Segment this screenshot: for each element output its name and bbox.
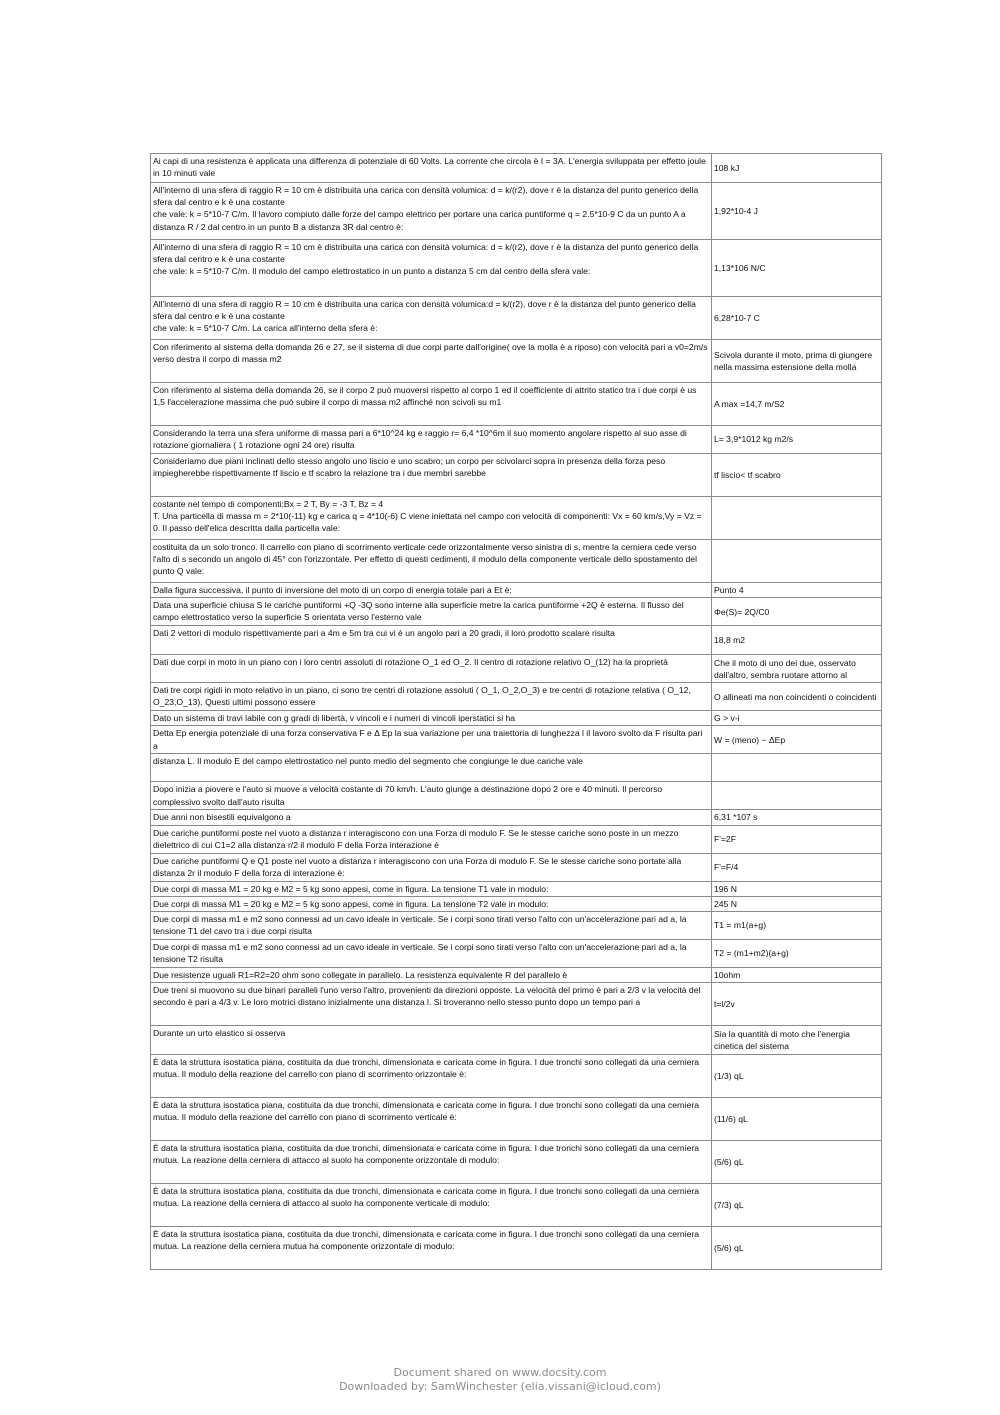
- question-text: costante nel tempo di componenti:Bx = 2 T, By = -3 T, Bz = 4: [153, 499, 384, 509]
- table-row: [151, 726, 882, 754]
- table-row: [151, 1227, 882, 1270]
- qa-table: [150, 153, 882, 1270]
- question-cell: [151, 726, 712, 754]
- question-text: Dato un sistema di travi labile con g gradi di libertà, v vincoli e i numeri di vincoli iperstatici si ha: [153, 713, 516, 724]
- table-row: [151, 540, 882, 583]
- answer-cell: F'=2F: [712, 825, 882, 853]
- question-text: distanza L. Il modulo E del campo elettrostatico nel punto medio del segmento che congiunge le due cariche vale: [153, 756, 583, 767]
- table-row: [151, 711, 882, 726]
- question-cell: [151, 626, 712, 655]
- question-text: Due corpi di massa M1 = 20 kg e M2 = 5 kg sono appesi, come in figura. La tensione T1 vale in modulo:: [153, 883, 549, 894]
- question-text: Considerando la terra una sfera uniforme di massa pari a 6*10^24 kg e raggio r= 6,4 *10^6m il suo momento angolare rispetto al suo asse di rotazione giornaliera ( 1 rotazione ogni 24 ore) risulta: [153, 428, 687, 451]
- question-cell: [151, 940, 712, 968]
- answer-cell: G > v-i: [712, 711, 882, 726]
- question-text: che vale: k = 5*10-7 C/m. Il lavoro compiuto dalle forze del campo elettrico per portare una carica puntiforme q = 2.5*10-9 C da un punto A a distanza R / 2 dal centro in un punto B a distanza 3R dal centro è:: [153, 209, 686, 232]
- question-cell: [151, 497, 712, 540]
- table-row: [151, 383, 882, 426]
- table-row: [151, 154, 882, 183]
- question-text: All'interno di una sfera di raggio R = 10 cm è distribuita una carica con densità volumica: d = k/(r2), dove r è la distanza del punto generico della sfera dal centro e k è una costante: [153, 242, 699, 265]
- table-row: [151, 1026, 882, 1055]
- question-text: Consideriamo due piani inclinati dello stesso angolo uno liscio e uno scabro; un corpo per scivolarci sopra in presenza della forza peso impiegherebbe rispettivamente tf liscio e tf scabro la relazione tra i due membri sarebbe: [153, 456, 666, 479]
- question-cell: [151, 810, 712, 825]
- question-text: Detta Ep energia potenziale di una forza conservativa F e Δ Ep la sua variazione per una traiettoria di lunghezza l il lavoro svolto da F risulta pari a: [153, 728, 703, 751]
- question-cell: [151, 340, 712, 383]
- answer-cell: 18,8 m2: [712, 626, 882, 655]
- question-text: Dopo inizia a piovere e l'auto si muove a velocità costante di 70 km/h. L'auto giunge a destinazione dopo 2 ore e 40 minuti. Il percorso complessivo svolto dall'auto risulta: [153, 784, 663, 807]
- answer-cell: (1/3) qL: [712, 1055, 882, 1098]
- question-cell: [151, 881, 712, 896]
- answer-cell: L= 3,9*1012 kg m2/s: [712, 426, 882, 454]
- question-text: Due corpi di massa M1 = 20 kg e M2 = 5 kg sono appesi, come in figura. La tensione T2 vale in modulo:: [153, 898, 549, 909]
- table-row: [151, 497, 882, 540]
- answer-cell: 245 N: [712, 896, 882, 911]
- table-row: [151, 683, 882, 711]
- question-cell: [151, 240, 712, 297]
- table-row: [151, 297, 882, 340]
- question-text: All'interno di una sfera di raggio R = 10 cm è distribuita una carica con densità volumica: d = k/(r2), dove r è la distanza del punto generico della sfera dal centro e k è una costante: [153, 185, 699, 208]
- question-text: È data la struttura isostatica piana, costituita da due tronchi, dimensionata e caricata come in figura. I due tronchi sono collegati da una cerniera mutua. La reazione della cerniera di attacco al suolo ha componente verticale di modulo:: [153, 1186, 700, 1209]
- answer-cell: (7/3) qL: [712, 1184, 882, 1227]
- question-cell: [151, 1227, 712, 1270]
- question-text: Con riferimento al sistema della domanda 26 e 27, se il sistema di due corpi parte dall'origine( ove la molla è a riposo) con velocità pari a v0=2m/s verso destra il corpo di massa m2: [153, 342, 708, 365]
- answer-cell: Che il moto di uno dei due, osservato dall'altro, sembra ruotare attorno al: [712, 655, 882, 683]
- question-cell: [151, 825, 712, 853]
- question-cell: [151, 711, 712, 726]
- answer-cell: T2 = (m1+m2)(a+g): [712, 940, 882, 968]
- question-cell: [151, 1026, 712, 1055]
- question-text: T. Una particella di massa m = 2*10(-11) kg e carica q = 4*10(-6) C viene iniettata nel campo con velocità di componenti: Vx = 60 km/s,Vy = Vz = 0. Il passo dell'elica descritta dalla particella vale:: [153, 511, 702, 534]
- answer-cell: 1,13*106 N/C: [712, 240, 882, 297]
- answer-cell: Scivola durante il moto, prima di giungere nella massima estensione della molla: [712, 340, 882, 383]
- question-cell: [151, 912, 712, 940]
- table-row: [151, 983, 882, 1026]
- table-row: [151, 183, 882, 240]
- answer-cell: [712, 540, 882, 583]
- question-text: È data la struttura isostatica piana, costituita da due tronchi, dimensionata e caricata come in figura. I due tronchi sono collegati da una cerniera mutua. Il modulo della reazione del carrello con piano di scorrimento orizzontale è:: [153, 1057, 700, 1080]
- question-cell: [151, 1184, 712, 1227]
- question-text: che vale: k = 5*10-7 C/m. La carica all'interno della sfera è:: [153, 323, 378, 334]
- qa-table-body: [151, 154, 882, 1270]
- question-text: Dati tre corpi rigidi in moto relativo in un piano, ci sono tre centri di rotazione assoluti ( O_1, O_2,O_3) e tre centri di rotazione relativa ( O_12, O_23,O_13). Questi ultimi possono essere: [153, 685, 691, 708]
- table-row: [151, 881, 882, 896]
- answer-cell: 10ohm: [712, 968, 882, 983]
- answer-cell: W = (meno) − ΔEp: [712, 726, 882, 754]
- table-row: [151, 598, 882, 626]
- table-row: [151, 1141, 882, 1184]
- table-row: [151, 1184, 882, 1227]
- table-row: [151, 1055, 882, 1098]
- question-cell: [151, 540, 712, 583]
- table-row: [151, 426, 882, 454]
- table-row: [151, 754, 882, 782]
- question-cell: [151, 853, 712, 881]
- answer-cell: 6,31 *107 s: [712, 810, 882, 825]
- table-row: [151, 626, 882, 655]
- answer-cell: [712, 497, 882, 540]
- answer-cell: 196 N: [712, 881, 882, 896]
- question-text: Due resistenze uguali R1=R2=20 ohm sono collegate in parallelo. La resistenza equivalente R del parallelo è: [153, 970, 568, 981]
- answer-cell: Punto 4: [712, 583, 882, 598]
- page-footer: [0, 1366, 1000, 1394]
- question-text: Durante un urto elastico si osserva: [153, 1028, 286, 1039]
- answer-cell: [712, 782, 882, 810]
- question-text: Due cariche puntiformi Q e Q1 poste nel vuoto a distanza r interagiscono con una Forza di modulo F. Se le stesse cariche sono portate alla distanza 2r il modulo F della forza di interazione è:: [153, 855, 682, 878]
- question-cell: [151, 1055, 712, 1098]
- question-text: Dati 2 vettori di modulo rispettivamente pari a 4m e 5m tra cui vi è un angolo pari a 20 gradi, il loro prodotto scalare risulta: [153, 628, 615, 639]
- question-text: Due corpi di massa m1 e m2 sono connessi ad un cavo ideale in verticale. Se i corpi sono tirati verso l'alto con un'accelerazione pari ad a, la tensione T2 risulta: [153, 942, 687, 965]
- question-cell: [151, 383, 712, 426]
- table-row: [151, 655, 882, 683]
- question-text: È data la struttura isostatica piana, costituita da due tronchi, dimensionata e caricata come in figura. I due tronchi sono collegati da una cerniera mutua. Il modulo della reazione del carrello con piano di scorrimento verticale è:: [153, 1100, 700, 1123]
- answer-cell: T1 = m1(a+g): [712, 912, 882, 940]
- answer-cell: 6,28*10-7 C: [712, 297, 882, 340]
- question-cell: [151, 782, 712, 810]
- question-text: costituita da un solo tronco. Il carrello con piano di scorrimento verticale cede orizzontalmente verso sinistra di s, mentre la cerniera cede verso l'alto di s secondo un angolo di 45° con l'orizzontale. Per effetto di questi cedimenti, il modulo della componente verticale dello spostamento del punto Q vale:: [153, 542, 697, 577]
- question-cell: [151, 297, 712, 340]
- answer-cell: t=l/2v: [712, 983, 882, 1026]
- table-row: [151, 454, 882, 497]
- question-text: Due anni non bisestili equivalgono a: [153, 812, 291, 823]
- table-row: [151, 912, 882, 940]
- table-row: [151, 825, 882, 853]
- question-cell: [151, 655, 712, 683]
- question-text: Due corpi di massa m1 e m2 sono connessi ad un cavo ideale in verticale. Se i corpi sono tirati verso l'alto con un'accelerazione pari ad a, la tensione T1 del cavo tra i due corpi risulta: [153, 914, 687, 937]
- question-text: Due treni si muovono su due binari paralleli l'uno verso l'altro, provenienti da direzioni opposte. La velocità del primo è pari a 2/3 v la velocità del secondo è pari a 4/3 v. Le loro motrici distano inizialmente una distanza l. Si troveranno nello stesso punto dopo un tempo pari a: [153, 985, 701, 1008]
- answer-cell: 1,92*10-4 J: [712, 183, 882, 240]
- answer-cell: A max =14,7 m/S2: [712, 383, 882, 426]
- answer-cell: (5/6) qL: [712, 1141, 882, 1184]
- table-row: [151, 810, 882, 825]
- table-row: [151, 968, 882, 983]
- question-cell: [151, 683, 712, 711]
- question-cell: [151, 154, 712, 183]
- question-cell: [151, 896, 712, 911]
- table-row: [151, 940, 882, 968]
- answer-cell: Φe(S)= 2Q/C0: [712, 598, 882, 626]
- question-cell: [151, 583, 712, 598]
- question-cell: [151, 1098, 712, 1141]
- question-cell: [151, 598, 712, 626]
- question-text: È data la struttura isostatica piana, costituita da due tronchi, dimensionata e caricata come in figura. I due tronchi sono collegati da una cerniera mutua. La reazione della cerniera mutua ha componente orizzontale di modulo:: [153, 1229, 700, 1252]
- table-row: [151, 240, 882, 297]
- table-row: [151, 782, 882, 810]
- question-cell: [151, 754, 712, 782]
- question-text: Con riferimento al sistema della domanda 26, se il corpo 2 può muoversi rispetto al corpo 1 ed il coefficiente di attrito statico tra i due corpi è us 1,5 l'accelerazione massima che può subire il corpo di massa m2 affinché non scivoli su m1: [153, 385, 697, 408]
- question-cell: [151, 183, 712, 240]
- question-text: Dati due corpi in moto in un piano con i loro centri assoluti di rotazione O_1 ed O_2. Il centro di rotazione relativo O_(12) ha la proprietà: [153, 657, 668, 668]
- question-text: che vale: k = 5*10-7 C/m. Il modulo del campo elettrostatico in un punto a distanza 5 cm dal centro della sfera vale:: [153, 266, 591, 277]
- question-cell: [151, 1141, 712, 1184]
- question-cell: [151, 454, 712, 497]
- answer-cell: Sia la quantità di moto che l'energia cinetica del sistema: [712, 1026, 882, 1055]
- question-text: All'interno di una sfera di raggio R = 10 cm è distribuita una carica con densità volumica:d = k/(r2), dove r è la distanza del punto generico della sfera dal centro e k è una costante: [153, 299, 696, 322]
- table-row: [151, 583, 882, 598]
- question-cell: [151, 983, 712, 1026]
- footer-shared-line: Document shared on www.docsity.com: [393, 1366, 607, 1379]
- table-row: [151, 896, 882, 911]
- table-row: [151, 1098, 882, 1141]
- answer-cell: 108 kJ: [712, 154, 882, 183]
- answer-cell: (5/6) qL: [712, 1227, 882, 1270]
- question-text: Due cariche puntiformi poste nel vuoto a distanza r interagiscono con una Forza di modulo F. Se le stesse cariche sono poste in un mezzo dielettrico di cui C1=2 alla distanza r/2 il modulo F della Forza interazione è: [153, 827, 679, 850]
- answer-cell: (11/6) qL: [712, 1098, 882, 1141]
- question-cell: [151, 968, 712, 983]
- question-text: È data la struttura isostatica piana, costituita da due tronchi, dimensionata e caricata come in figura. I due tronchi sono collegati da una cerniera mutua. La reazione della cerniera di attacco al suolo ha componente orizzontale di modulo:: [153, 1143, 700, 1166]
- answer-cell: [712, 754, 882, 782]
- table-row: [151, 853, 882, 881]
- footer-downloaded-line: Downloaded by: SamWinchester (elia.vissani@icloud.com): [339, 1380, 661, 1393]
- question-text: Data una superficie chiusa S le cariche puntiformi +Q -3Q sono interne alla superficie metre la carica puntiforme +2Q è esterna. Il flusso del campo elettrostatico verso la superficie S orientata verso l'esterno vale: [153, 600, 684, 623]
- question-text: Dalla figura successiva, il punto di inversione del moto di un corpo di energia totale pari a Et è:: [153, 585, 512, 595]
- table-row: [151, 340, 882, 383]
- answer-cell: O allineati ma non coincidenti o coincidenti: [712, 683, 882, 711]
- answer-cell: tf liscio< tf scabro: [712, 454, 882, 497]
- question-cell: [151, 426, 712, 454]
- answer-cell: F'=F/4: [712, 853, 882, 881]
- question-text: Ai capi di una resistenza è applicata una differenza di potenziale di 60 Volts. La corrente che circola è I = 3A. L'energia sviluppata per effetto joule in 10 minuti vale: [153, 156, 706, 179]
